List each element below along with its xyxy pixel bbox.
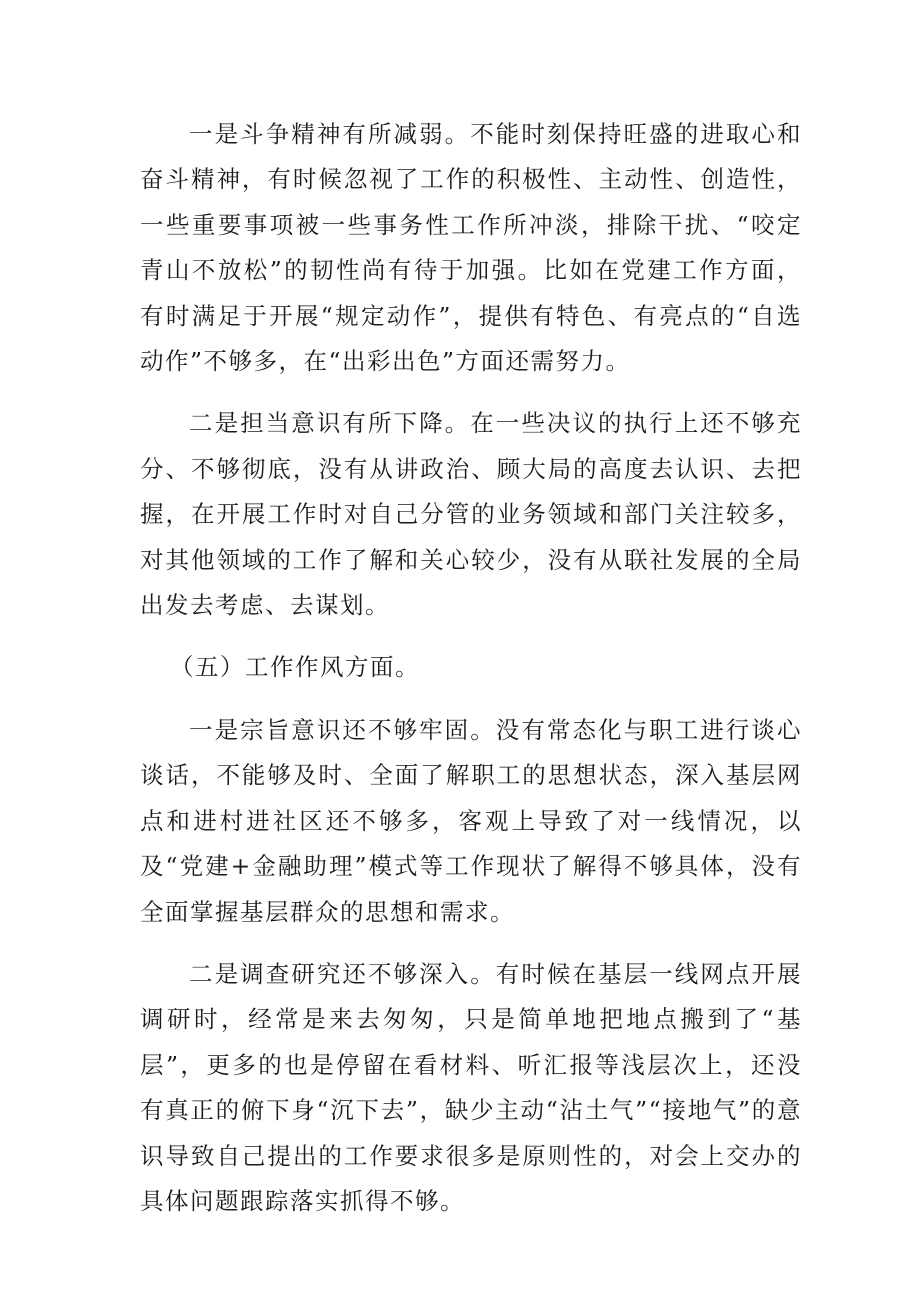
paragraph-struggle-spirit: 一是斗争精神有所减弱。不能时刻保持旺盛的进取心和奋斗精神，有时候忽视了工作的积极性、主动性、创造性，一些重要事项被一些事务性工作所冲淡，排除干扰、“咬定青山不放松”的韧性尚有待于加强。比如在党建工作方面，有时满足于开展“规定动作”，提供有特色、有亮点的“自选动作”不够多，在“出彩出色”方面还需努力。 <box>140 120 802 376</box>
paragraph-investigation-research: 二是调查研究还不够深入。有时候在基层一线网点开展调研时，经常是来去匆匆，只是简单地把地点搬到了“基层”，更多的也是停留在看材料、听汇报等浅层次上，还没有真正的俯下身“沉下去”，缺少主动“沾土气”“接地气”的意识导致自己提出的工作要求很多是原则性的，对会上交办的具体问题跟踪落实抓得不够。 <box>140 959 802 1215</box>
document-page <box>140 112 802 1241</box>
paragraph-purpose-awareness: 一是宗旨意识还不够牢固。没有常态化与职工进行谈心谈话，不能够及时、全面了解职工的思想状态，深入基层网点和进村进社区还不够多，客观上导致了对一线情况，以及“党建+金融助理”模式等工作现状了解得不够具体，没有全面掌握基层群众的思想和需求。 <box>140 715 802 926</box>
paragraph-responsibility-awareness: 二是担当意识有所下降。在一些决议的执行上还不够充分、不够彻底，没有从讲政治、顾大局的高度去认识、去把握，在开展工作时对自己分管的业务领域和部门关注较多，对其他领域的工作了解和关心较少，没有从联社发展的全局出发去考虑、去谋划。 <box>140 409 802 620</box>
section-heading-work-style: （五）工作作风方面。 <box>170 653 420 682</box>
